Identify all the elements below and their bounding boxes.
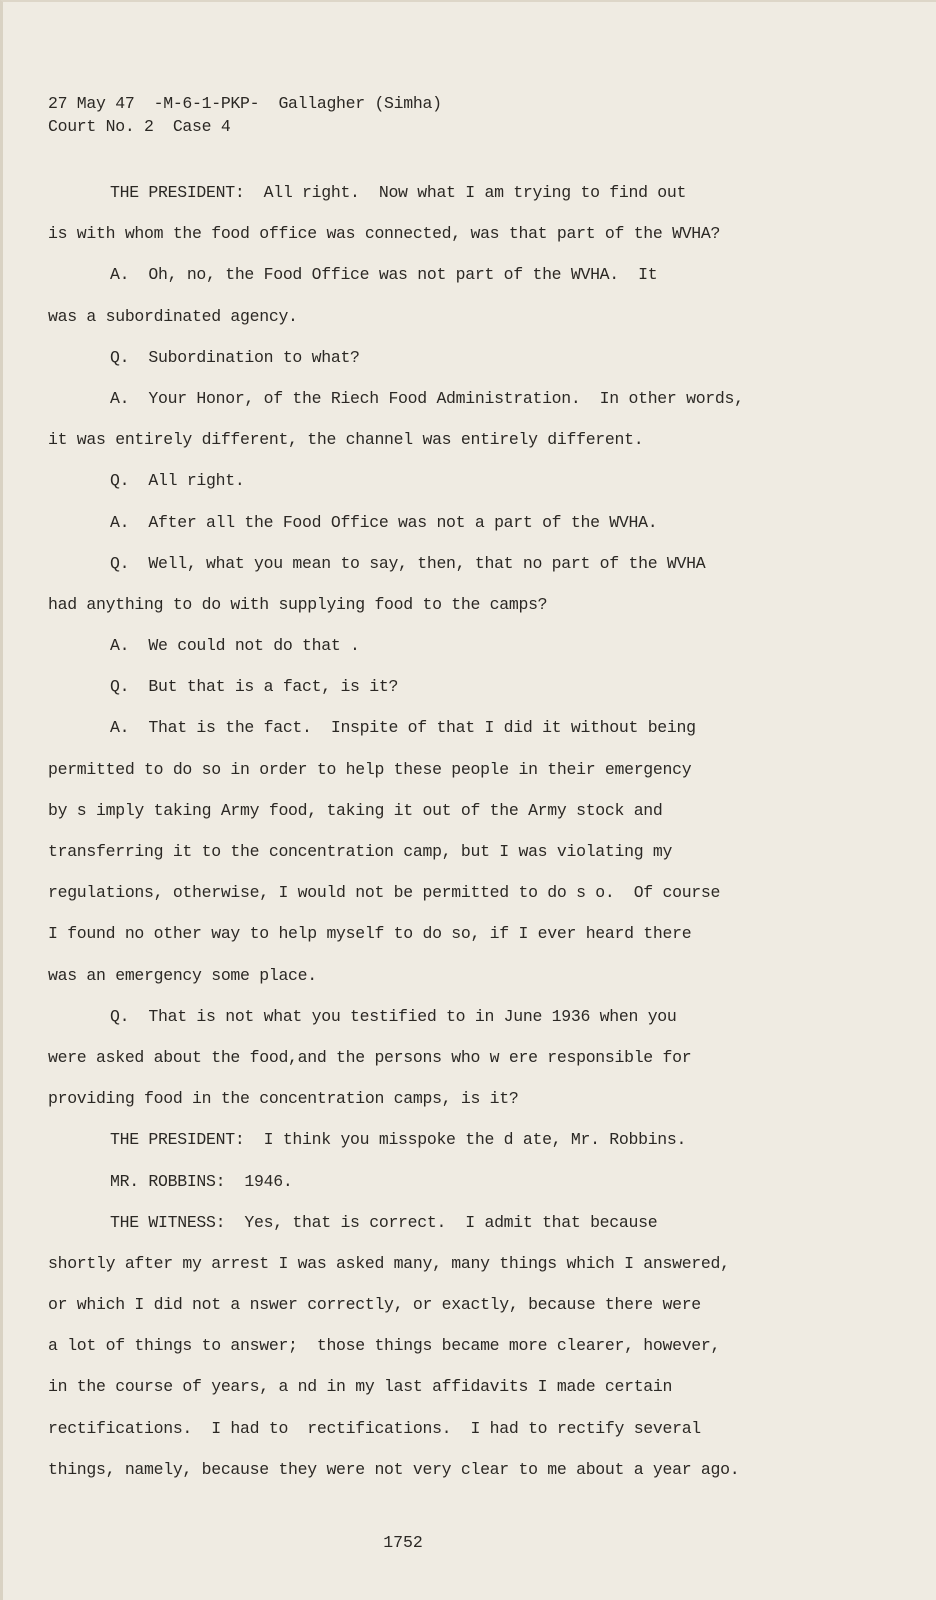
- transcript-line: THE WITNESS: Yes, that is correct. I admit that because: [110, 1212, 658, 1232]
- header-court-line: Court No. 2 Case 4: [48, 117, 231, 136]
- transcript-line: I found no other way to help myself to do so, if I ever heard there: [48, 924, 692, 944]
- transcript-line: were asked about the food,and the persons who w ere responsible for: [48, 1047, 692, 1067]
- transcript-line: shortly after my arrest I was asked many, many things which I answered,: [48, 1253, 730, 1273]
- transcript-line: THE PRESIDENT: All right. Now what I am trying to find out: [110, 183, 687, 202]
- transcript-line: had anything to do with supplying food to the camps?: [48, 594, 548, 614]
- transcript-body: [48, 172, 808, 1490]
- transcript-line: THE PRESIDENT: I think you misspoke the d ate, Mr. Robbins.: [110, 1130, 687, 1150]
- header-date-line: 27 May 47 -M-6-1-PKP- Gallagher (Simha): [48, 94, 442, 113]
- transcript-line: a lot of things to answer; those things became more clearer, however,: [48, 1336, 721, 1356]
- transcript-line: A. After all the Food Office was not a part of the WVHA.: [110, 512, 658, 532]
- page-number: 1752: [383, 1533, 423, 1552]
- transcript-line: rectifications. I had to rectifications. I had to rectify several: [48, 1418, 701, 1438]
- transcript-line: A. That is the fact. Inspite of that I did it without being: [110, 718, 696, 738]
- transcript-line: in the course of years, a nd in my last affidavits I made certain: [48, 1377, 673, 1397]
- transcript-line: or which I did not a nswer correctly, or exactly, because there were: [48, 1295, 701, 1315]
- transcript-line: regulations, otherwise, I would not be permitted to do s o. Of course: [48, 883, 721, 903]
- transcript-line: it was entirely different, the channel was entirely different.: [48, 430, 644, 450]
- transcript-line: by s imply taking Army food, taking it out of the Army stock and: [48, 800, 663, 820]
- transcript-line: A. We could not do that .: [110, 636, 360, 656]
- transcript-line: A. Oh, no, the Food Office was not part of the WVHA. It: [110, 265, 658, 285]
- transcript-line: transferring it to the concentration camp, but I was violating my: [48, 842, 673, 861]
- transcript-line: is with whom the food office was connected, was that part of the WVHA?: [48, 224, 721, 244]
- transcript-line: Q. But that is a fact, is it?: [110, 677, 399, 697]
- transcript-line: Q. All right.: [110, 471, 245, 491]
- transcript-line: Q. Subordination to what?: [110, 347, 360, 367]
- transcript-line: Q. Well, what you mean to say, then, that no part of the WVHA: [110, 553, 706, 573]
- transcript-line: A. Your Honor, of the Riech Food Administration. In other words,: [110, 388, 744, 408]
- transcript-line: was an emergency some place.: [48, 965, 317, 985]
- transcript-line: permitted to do so in order to help these people in their emergency: [48, 759, 692, 779]
- transcript-line: Q. That is not what you testified to in June 1936 when you: [110, 1006, 677, 1026]
- transcript-line: MR. ROBBINS: 1946.: [110, 1171, 293, 1191]
- transcript-line: things, namely, because they were not very clear to me about a year ago.: [48, 1459, 740, 1479]
- transcript-line: was a subordinated agency.: [48, 306, 298, 326]
- page-header: [48, 92, 442, 138]
- transcript-line: providing food in the concentration camps, is it?: [48, 1089, 519, 1109]
